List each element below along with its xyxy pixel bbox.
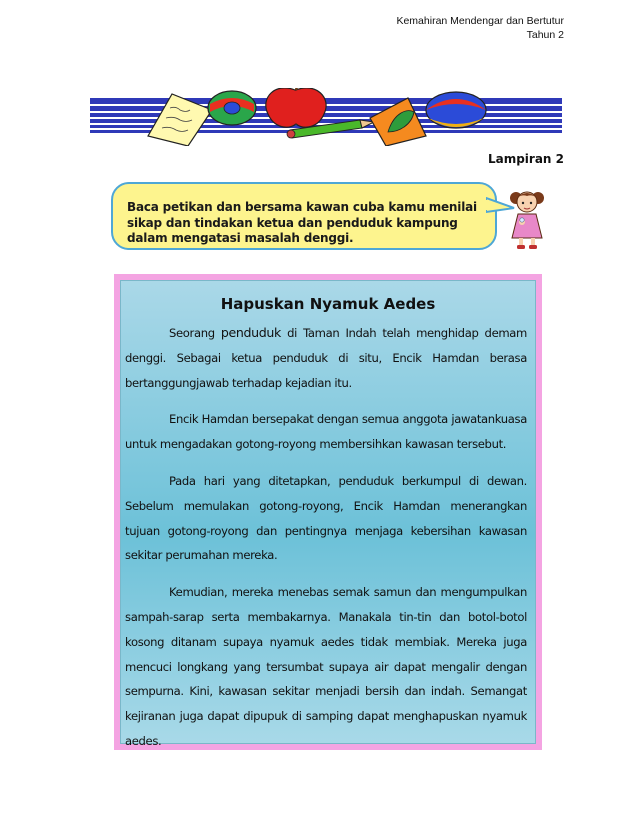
girl-character-icon — [508, 188, 546, 250]
story-paragraph-3: Pada hari yang ditetapkan, penduduk berkumpul di dewan. Sebelum memulakan gotong-royong, Encik Hamdan menerangkan tujuan gotong-royong dan pentingnya menjaga kebersihan kawasan sekitar perumahan mereka. — [125, 473, 527, 563]
story-title: Hapuskan Nyamuk Aedes — [220, 295, 436, 313]
leaf-card-icon — [370, 98, 426, 146]
header-subject: Kemahiran Mendengar dan Bertutur — [396, 15, 564, 27]
story-paragraph-4: Kemudian, mereka menebas semak samun dan mengumpulkan sampah-sarap serta membakarnya. Manakala tin-tin dan botol-botol kosong ditanam supaya nyamuk aedes tidak membiak. Mereka juga mencuci longkang yang tersumbat supaya air dapat mengalir dengan sempurna. Kini, kawasan sekitar menjadi bersih dan indah. Semangat kejiranan juga dapat dipupuk di samping dapat menghapuskan nyamuk aedes. — [125, 585, 527, 748]
story-panel — [120, 280, 536, 748]
appendix-label: Lampiran 2 — [487, 152, 564, 166]
story-paragraph-1 — [125, 321, 527, 395]
paragraph-1-rest: di Taman Indah telah menghidap demam denggi. Sebagai ketua penduduk di situ, Encik Hamdan berasa bertanggungjawab terhadap kejadian itu. — [125, 326, 527, 390]
ball-icon — [208, 91, 256, 125]
header-year: Tahun 2 — [526, 29, 564, 41]
story-frame — [114, 274, 542, 750]
decorative-banner — [90, 88, 562, 146]
instruction-text: Baca petikan dan bersama kawan cuba kamu menilai sikap dan tindakan ketua dan penduduk kampung dalam mengatasi masalah denggi. — [127, 200, 477, 245]
story-body — [125, 321, 527, 766]
story-paragraph-2: Encik Hamdan bersepakat dengan semua anggota jawatankuasa untuk mengadakan gotong-royong membersihkan kawasan tersebut. — [125, 412, 527, 452]
page-header — [396, 14, 564, 42]
apple-icon — [266, 88, 326, 127]
paragraph-1-lead: Seorang — [169, 326, 221, 340]
paragraph-1-emphasis: penduduk — [220, 325, 281, 340]
speech-bubble — [111, 182, 497, 250]
hat-icon — [426, 92, 486, 128]
